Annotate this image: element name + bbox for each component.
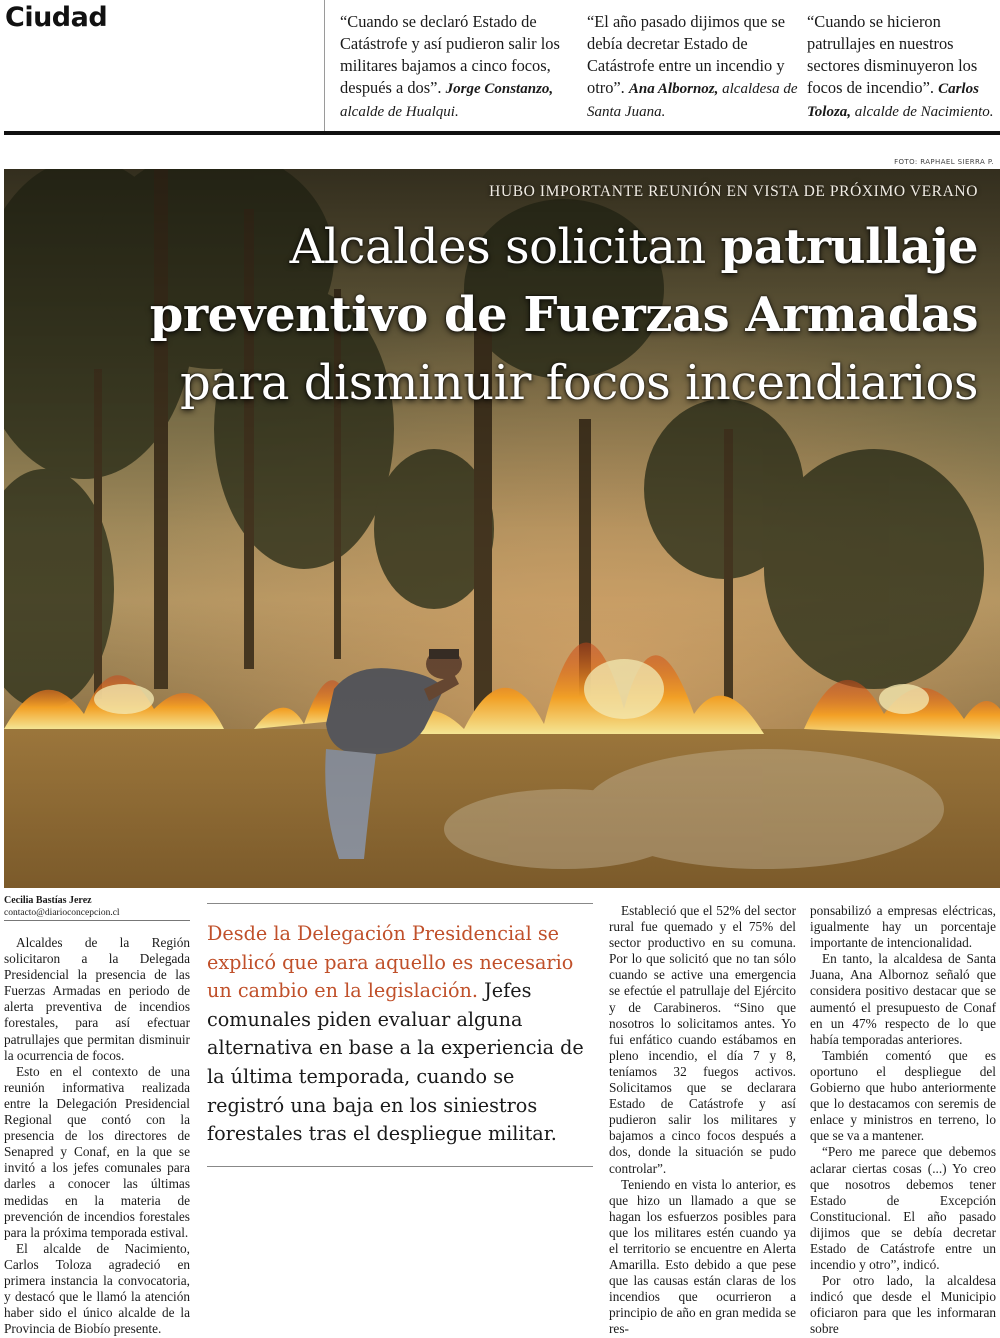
- paragraph: Alcaldes de la Región solicitaron a la Delegada Presidencial la presencia de las Fuerzas Armadas en periodo de alerta preventiva de incendios forestales, para así efectuar patrullajes que permitan disminuir la ocurrencia de focos.: [4, 935, 190, 1063]
- body-column-4: [810, 903, 996, 1338]
- header-rule: [4, 131, 1000, 135]
- quote-role: alcalde de Nacimiento.: [854, 104, 994, 120]
- lead-rule-top: [207, 903, 593, 904]
- quote-text: “Cuando se hicieron patrullajes en nuestros sectores disminuyeron los focos de incendio”.: [807, 12, 978, 97]
- body-column-1: [4, 935, 190, 1337]
- headline-part-2: patrullaje preventivo de Fuerzas Armadas: [149, 219, 978, 343]
- quote-author: Ana Albornoz,: [628, 81, 719, 97]
- lead-rest: Jefes comunales piden evaluar alguna alternativa en base a la experiencia de la última temporada, cuando se registró una baja en los siniestros forestales tras el despliegue militar.: [207, 979, 584, 1146]
- paragraph: En tanto, la alcaldesa de Santa Juana, Ana Albornoz señaló que considera positivo destacar que se aumentó el presupuesto de Conaf en un 47% respecto de lo que había temporadas anteriores.: [810, 951, 996, 1047]
- quote-author: Jorge Constanzo,: [445, 81, 554, 97]
- headline-kicker: HUBO IMPORTANTE REUNIÓN EN VISTA DE PRÓXIMO VERANO: [489, 183, 978, 200]
- quote-author: Carlos Toloza,: [807, 81, 979, 120]
- quote-text: “El año pasado dijimos que se debía decretar Estado de Catástrofe entre un incendio y otro”.: [587, 12, 786, 97]
- paragraph: Por otro lado, la alcaldesa indicó que desde el Municipio oficiaron para que les informaran sobre: [810, 1273, 996, 1337]
- headline-part-3: para disminuir focos incendiarios: [180, 355, 978, 411]
- photo-credit: FOTO: RAPHAEL SIERRA P.: [894, 158, 994, 166]
- author-name: Cecilia Bastías Jerez: [4, 895, 92, 906]
- quote-text: “Cuando se declaró Estado de Catástrofe y así pudieron salir los militares bajamos a cinco focos, después a dos”.: [340, 12, 560, 97]
- paragraph: El alcalde de Nacimiento, Carlos Toloza agradeció en primera instancia la convocatoria, y destacó que le llamó la atención haber sido el único alcalde de la Provincia de Biobío presente.: [4, 1240, 190, 1337]
- lead-highlight: Desde la Delegación Presidencial se explicó que para aquello es necesario un cambio en la legislación.: [207, 922, 574, 1003]
- quote-toloza: [807, 11, 997, 123]
- paragraph-continued: ponsabilizó a empresas eléctricas, igualmente hay un porcentaje importante de intencionalidad.: [810, 903, 996, 951]
- paragraph: Teniendo en vista lo anterior, es que hizo un llamado a que se hagan los esfuerzos posibles para que los militares estén cuando ya el territorio se encuentre en Alerta Amarilla. Esto debido a que pese que las causas están claras de los incendios que ocurrieron a principio de año en gran medida se res-: [609, 1176, 796, 1337]
- paragraph: Esto en el contexto de una reunión informativa realizada entre la Delegación Presidencial Regional que contó con la presencia de los directores de Senapred y Conaf, en la que se invitó a los jefes comunales para darles a conocer las últimas medidas en la materia de prevención de incendios forestales para la próxima temporada estival.: [4, 1063, 190, 1240]
- body-column-3: [609, 903, 796, 1338]
- header-divider: [324, 0, 325, 132]
- lead-paragraph: [207, 920, 597, 1149]
- hero-photo: [4, 169, 1000, 888]
- quote-constanzo: [340, 11, 565, 123]
- paragraph: Estableció que el 52% del sector rural fue quemado y el 75% del sector productivo en su comuna. Por lo que solicitó que no tan sólo cuando se active una emergencia se efectúe el patrullaje del Ejército y de Carabineros. “Sino que nosotros lo solicitamos antes. Yo fui enfático cuando estábamos en pleno incendio, el día 7 y 8, teníamos 32 fuegos activos. Solicitamos que se declarara Estado de Catástrofe y así pudieron salir los militares y bajamos a cinco focos después a dos, donde la situación se pudo controlar”.: [609, 903, 796, 1176]
- paragraph: “Pero me parece que debemos aclarar ciertas cosas (...) Yo creo que nosotros debemos tener Estado de Excepción Constitucional. El año pasado dijimos que se debía decretar Estado de Catástrofe entre un incendio y otro”, indicó.: [810, 1144, 996, 1273]
- author-email[interactable]: contacto@diarioconcepcion.cl: [4, 908, 120, 918]
- headline-part-1: Alcaldes solicitan: [289, 219, 721, 275]
- lead-rule-bottom: [207, 1166, 593, 1167]
- quote-albornoz: [587, 11, 799, 123]
- section-label: Ciudad: [5, 2, 108, 33]
- byline: [4, 895, 190, 921]
- headline: [78, 213, 978, 417]
- quote-role: alcaldesa de Santa Juana.: [587, 81, 798, 120]
- paragraph: También comentó que es oportuno el despliegue del Gobierno que hubo anteriormente que lo destacamos con seremis de enlace y ministros en terreno, lo que se va a mantener.: [810, 1047, 996, 1144]
- quote-role: alcalde de Hualqui.: [340, 104, 459, 120]
